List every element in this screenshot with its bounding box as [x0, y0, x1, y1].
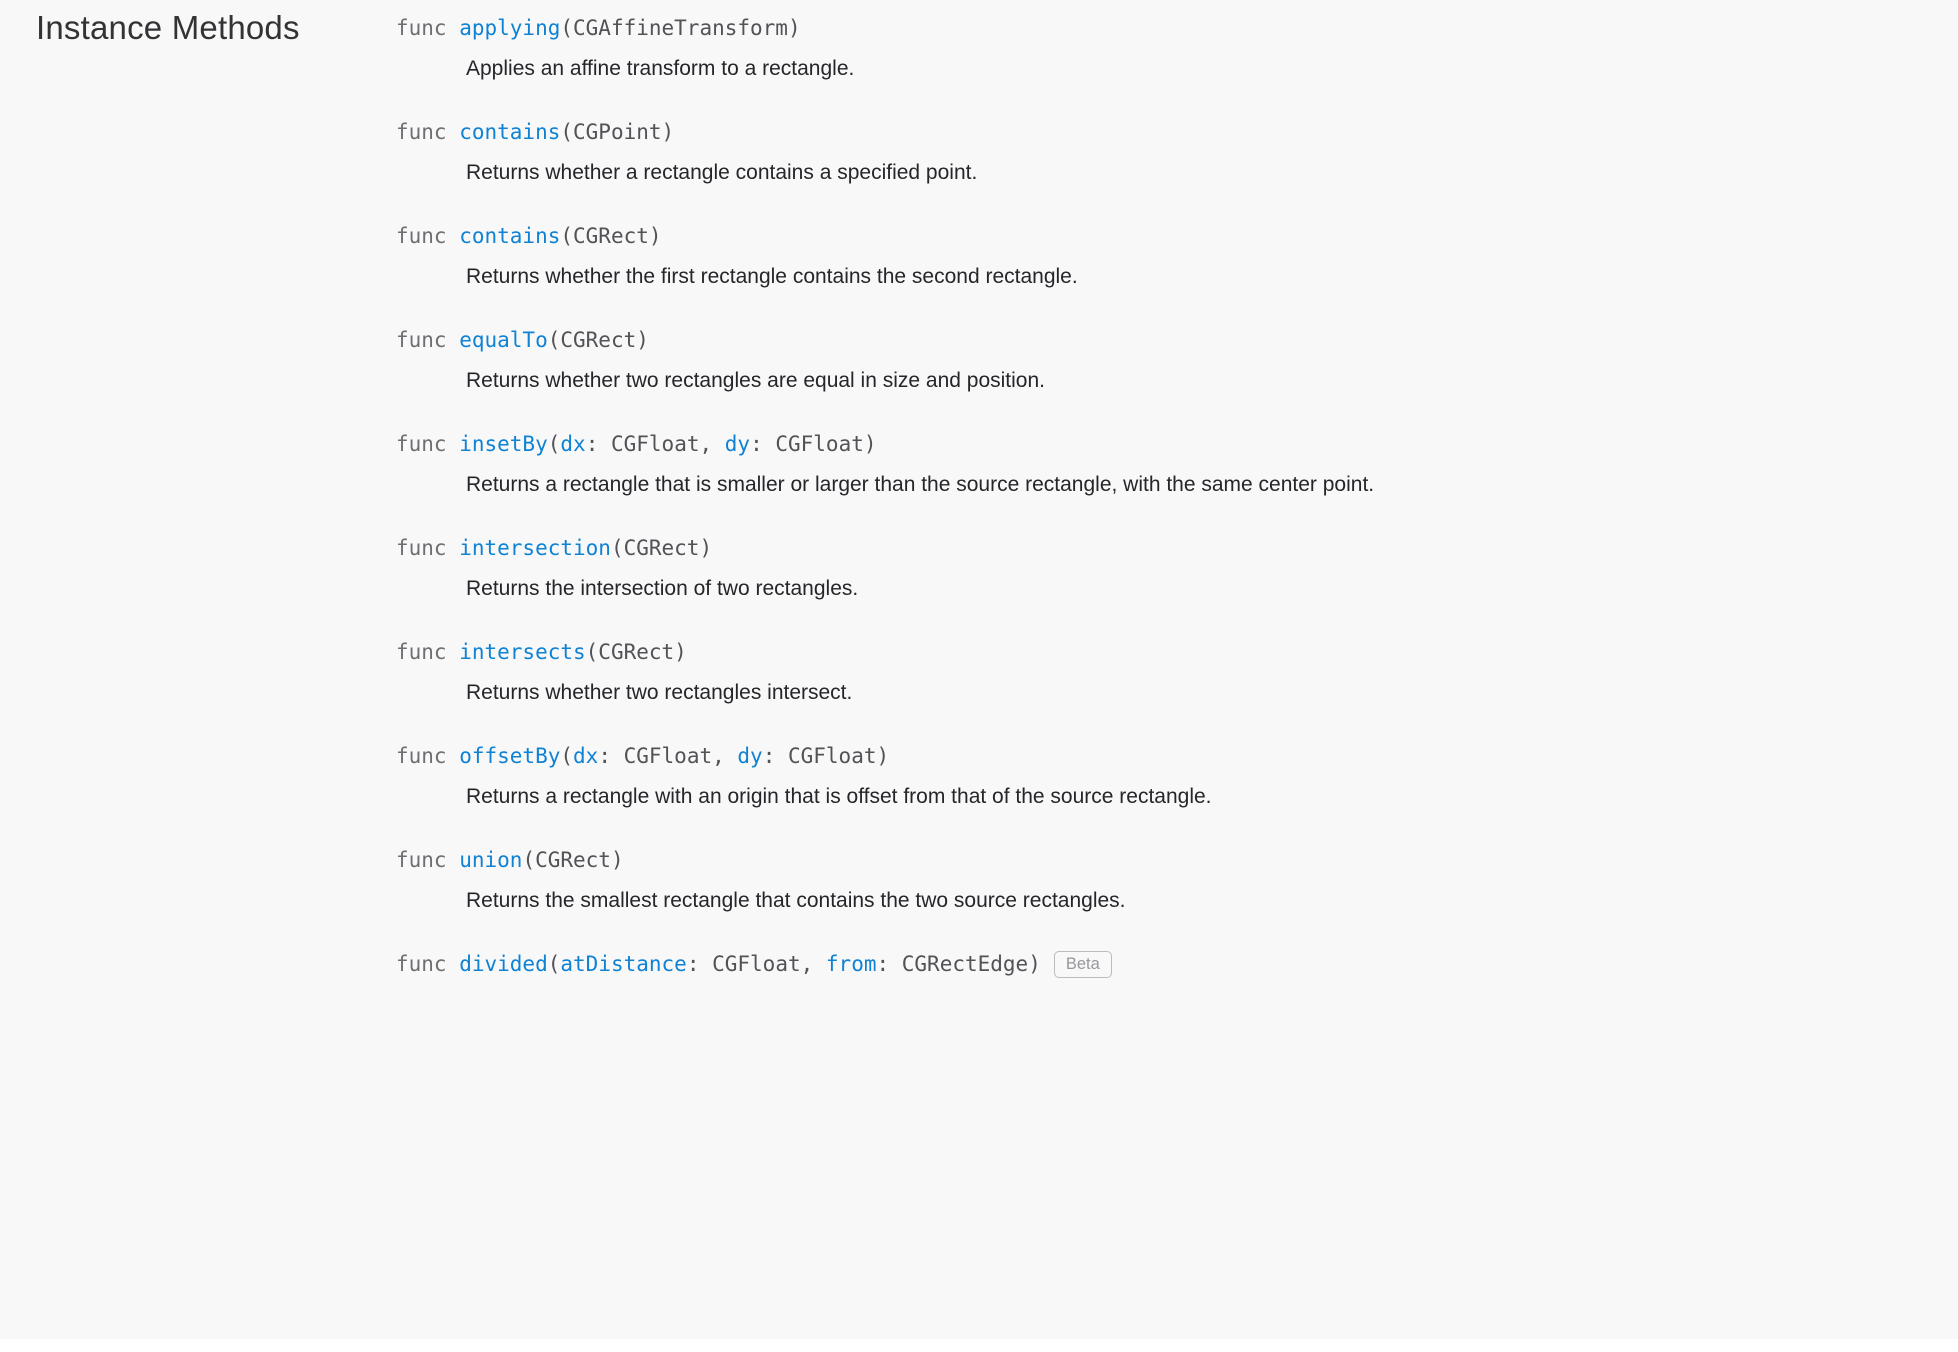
method-declaration [396, 742, 1958, 770]
method-description: Returns whether two rectangles intersect. [466, 681, 853, 704]
param-label-link[interactable]: atDistance [560, 952, 687, 976]
code-text: (CGRect) [585, 640, 687, 664]
method-entry [396, 14, 1958, 83]
code-text: : CGFloat) [750, 432, 877, 456]
func-keyword: func [396, 744, 460, 768]
func-keyword: func [396, 640, 460, 664]
param-label-link[interactable]: dx [573, 744, 599, 768]
method-description: Returns whether a rectangle contains a specified point. [466, 161, 978, 184]
method-name-link[interactable]: contains [459, 224, 561, 248]
func-keyword: func [396, 848, 460, 872]
method-entry [396, 950, 1958, 978]
method-name-link[interactable]: applying [459, 16, 561, 40]
method-description: Returns whether the first rectangle contains the second rectangle. [466, 265, 1078, 288]
method-name-link[interactable]: offsetBy [459, 744, 561, 768]
code-text: (CGRect) [522, 848, 624, 872]
method-entry [396, 222, 1958, 291]
param-label-link[interactable]: from [825, 952, 877, 976]
method-name-link[interactable]: contains [459, 120, 561, 144]
method-description: Returns the smallest rectangle that contains the two source rectangles. [466, 889, 1126, 912]
param-label-link[interactable]: dy [737, 744, 763, 768]
code-text: (CGAffineTransform) [560, 16, 801, 40]
method-entry [396, 846, 1958, 915]
code-text: : CGFloat, [598, 744, 738, 768]
section-header-column [0, 0, 396, 1352]
method-entry [396, 326, 1958, 395]
func-keyword: func [396, 328, 460, 352]
method-entry [396, 430, 1958, 499]
func-keyword: func [396, 16, 460, 40]
code-text: ( [547, 952, 561, 976]
method-name-link[interactable]: divided [459, 952, 548, 976]
code-text: : CGFloat) [762, 744, 890, 768]
method-declaration [396, 950, 1958, 978]
code-text: ( [547, 432, 561, 456]
code-text: ( [560, 744, 574, 768]
method-name-link[interactable]: intersection [459, 536, 611, 560]
method-declaration [396, 326, 1958, 354]
methods-list [396, 0, 1958, 1352]
param-label-link[interactable]: dy [724, 432, 751, 456]
method-declaration [396, 222, 1958, 250]
section-title: Instance Methods [36, 9, 300, 46]
method-name-link[interactable]: intersects [459, 640, 586, 664]
method-declaration [396, 14, 1958, 42]
func-keyword: func [396, 224, 460, 248]
func-keyword: func [396, 536, 460, 560]
method-description: Returns whether two rectangles are equal in size and position. [466, 369, 1045, 392]
method-description: Returns the intersection of two rectangles. [466, 577, 859, 600]
method-description: Applies an affine transform to a rectangle. [466, 57, 855, 80]
bottom-strip [0, 1339, 1958, 1352]
func-keyword: func [396, 432, 460, 456]
method-entry [396, 118, 1958, 187]
code-text: (CGPoint) [560, 120, 675, 144]
func-keyword: func [396, 120, 460, 144]
code-text: : CGRectEdge) [876, 952, 1041, 976]
func-keyword: func [396, 952, 460, 976]
code-text: : CGFloat, [585, 432, 725, 456]
code-text: (CGRect) [560, 224, 662, 248]
beta-badge: Beta [1054, 951, 1112, 978]
method-name-link[interactable]: equalTo [459, 328, 548, 352]
method-entry [396, 534, 1958, 603]
method-name-link[interactable]: insetBy [459, 432, 548, 456]
method-name-link[interactable]: union [459, 848, 523, 872]
method-declaration [396, 534, 1958, 562]
method-declaration [396, 846, 1958, 874]
method-description: Returns a rectangle with an origin that is offset from that of the source rectangle. [466, 785, 1212, 808]
code-text: (CGRect) [547, 328, 649, 352]
method-declaration [396, 118, 1958, 146]
method-entry [396, 742, 1958, 811]
method-declaration [396, 430, 1958, 458]
method-description: Returns a rectangle that is smaller or larger than the source rectangle, with the same center point. [466, 473, 1375, 496]
code-text: : CGFloat, [686, 952, 826, 976]
method-declaration [396, 638, 1958, 666]
code-text: (CGRect) [610, 536, 713, 560]
param-label-link[interactable]: dx [560, 432, 586, 456]
method-entry [396, 638, 1958, 707]
